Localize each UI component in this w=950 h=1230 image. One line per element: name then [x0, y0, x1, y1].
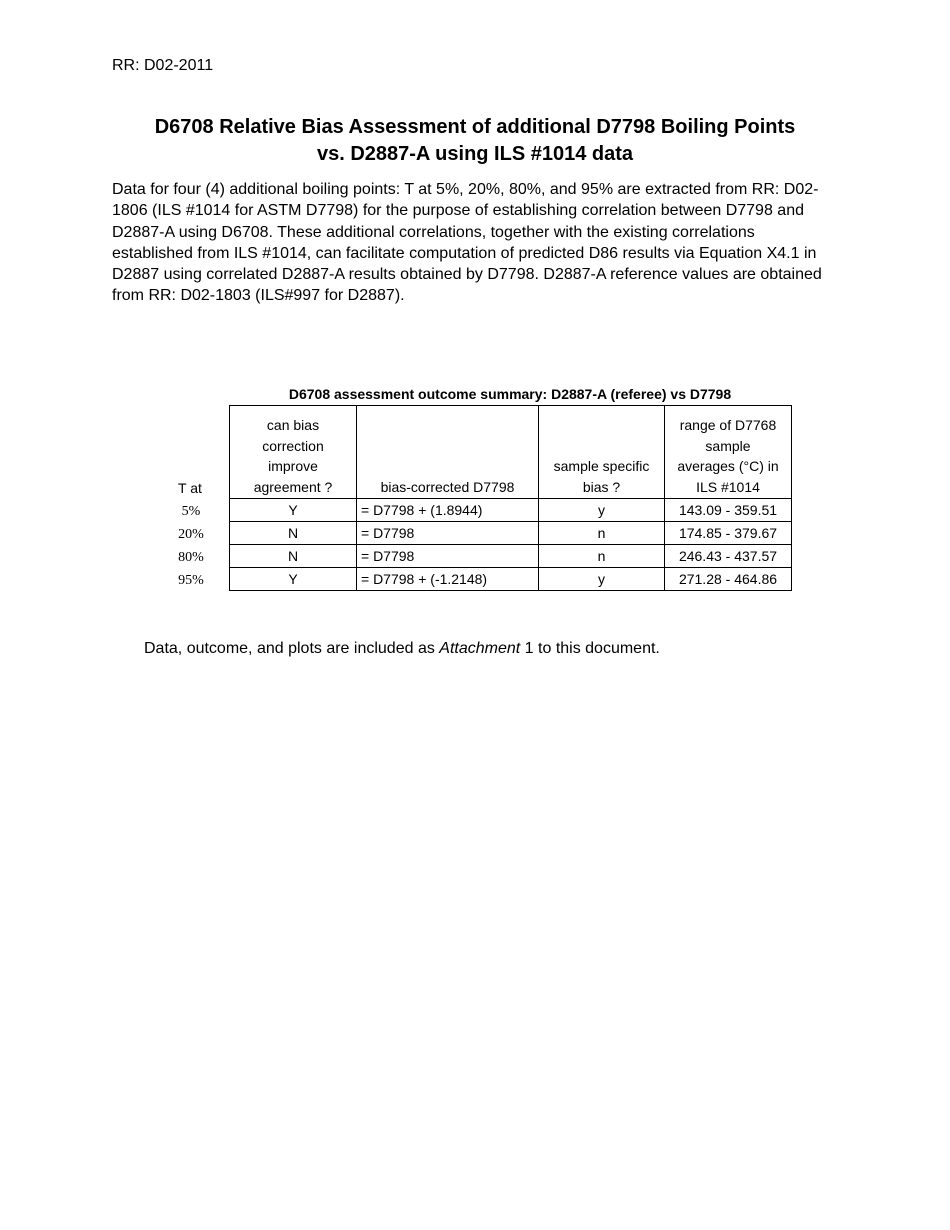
header-line: agreement ?	[253, 478, 333, 495]
title-line-2: vs. D2887-A using ILS #1014 data	[316, 143, 634, 165]
cell-sample-specific: n	[539, 522, 665, 545]
cell-bias-corrected: = D7798	[357, 545, 539, 568]
report-reference: RR: D02-2011	[112, 57, 214, 74]
cell-improve: Y	[230, 499, 357, 522]
header-line: averages (°C) in	[677, 458, 779, 474]
table-row	[230, 545, 792, 568]
cell-bias-corrected: = D7798 + (-1.2148)	[357, 568, 539, 591]
table-row	[230, 568, 792, 591]
cell-range: 271.28 - 464.86	[665, 568, 792, 591]
cell-improve: Y	[230, 568, 357, 591]
header-bias-corrected: bias-corrected D7798	[357, 406, 539, 499]
outcome-table	[229, 405, 792, 591]
header-line: ILS #1014	[696, 478, 760, 495]
header-improve	[230, 406, 357, 499]
title-line-1: D6708 Relative Bias Assessment of additional D7798 Boiling Points	[154, 116, 796, 138]
summary-caption: D6708 assessment outcome summary: D2887-A (referee) vs D7798	[288, 386, 732, 402]
attachment-note	[144, 640, 660, 658]
t-at-label: T at	[178, 480, 202, 496]
cell-range: 143.09 - 359.51	[665, 499, 792, 522]
header-line: can bias	[266, 417, 320, 433]
attachment-note-before: Data, outcome, and plots are included as	[144, 640, 440, 657]
intro-paragraph: Data for four (4) additional boiling points: T at 5%, 20%, 80%, and 95% are extracted from RR: D02-1806 (ILS #1014 for ASTM D7798) for the purpose of establishing correlation between D7798 and D2887-A using D6708. These additional correlations, together with the existing correlations established from ILS #1014, can facilitate computation of predicted D86 results via Equation X4.1 in D2887 using correlated D2887-A results obtained by D7798. D2887-A reference values are obtained from RR: D02-1803 (ILS#997 for D2887).	[112, 181, 822, 305]
cell-sample-specific: y	[539, 499, 665, 522]
cell-range: 246.43 - 437.57	[665, 545, 792, 568]
attachment-word: Attachment	[439, 640, 521, 657]
attachment-note-after: 1 to this document.	[520, 640, 660, 657]
header-line: bias ?	[582, 478, 621, 495]
header-line: sample specific	[553, 458, 650, 474]
table-row	[230, 522, 792, 545]
page-title	[112, 114, 838, 168]
cell-improve: N	[230, 522, 357, 545]
cell-sample-specific: y	[539, 568, 665, 591]
header-line: range of D7768	[679, 417, 777, 433]
outcome-summary	[170, 384, 810, 602]
t-value: 80%	[178, 550, 204, 565]
table-row	[230, 499, 792, 522]
header-sample-specific	[539, 406, 665, 499]
header-range	[665, 406, 792, 499]
header-line: correction	[262, 437, 324, 454]
cell-bias-corrected: = D7798 + (1.8944)	[357, 499, 539, 522]
t-value: 95%	[178, 573, 204, 588]
t-value: 5%	[181, 504, 201, 519]
t-value: 20%	[178, 527, 204, 542]
cell-range: 174.85 - 379.67	[665, 522, 792, 545]
table-header-row	[230, 406, 792, 499]
cell-improve: N	[230, 545, 357, 568]
cell-sample-specific: n	[539, 545, 665, 568]
header-line: improve	[268, 458, 318, 474]
cell-bias-corrected: = D7798	[357, 522, 539, 545]
header-line: sample	[705, 437, 751, 454]
